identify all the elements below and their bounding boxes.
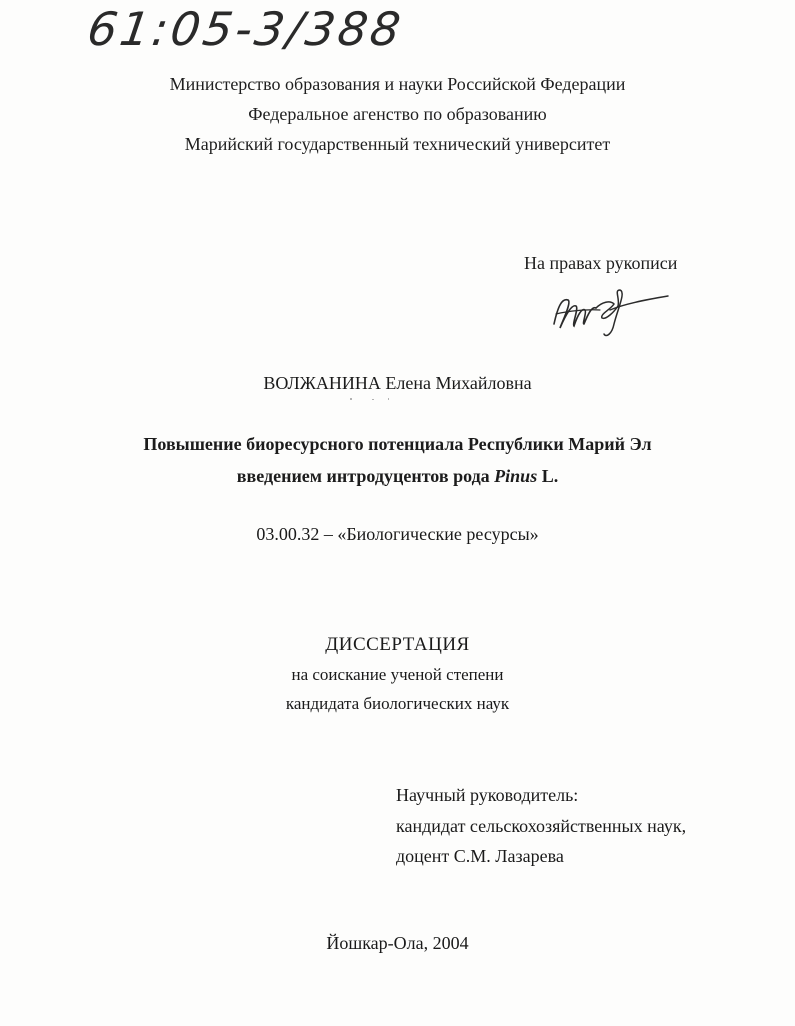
- agency-line: Федеральное агенство по образованию: [248, 104, 547, 124]
- advisor-heading: Научный руководитель:: [396, 785, 579, 805]
- university-line: Марийский государственный технический университет: [184, 134, 611, 154]
- city-year: Йошкар-Ола, 2004: [326, 933, 469, 953]
- dissertation-title-line-1: Повышение биоресурсного потенциала Республики Марий Эл: [143, 434, 652, 454]
- dissertation-label: ДИССЕРТАЦИЯ: [325, 634, 470, 655]
- title-genus: Pinus: [494, 466, 538, 486]
- title-suffix: L.: [541, 466, 559, 486]
- handwritten-catalog-number: 61:05-3/388: [84, 2, 407, 56]
- rights-note: На правах рукописи: [524, 253, 678, 273]
- advisor-title: кандидат сельскохозяйственных наук,: [396, 816, 687, 836]
- scan-speck: [388, 398, 389, 400]
- author-name: ВОЛЖАНИНА Елена Михайловна: [263, 373, 532, 393]
- author-signature: [548, 284, 673, 340]
- degree-purpose: на соискание ученой степени: [291, 665, 504, 684]
- scan-speck: [350, 398, 352, 400]
- advisor-name: доцент С.М. Лазарева: [396, 846, 564, 866]
- specialty-code: 03.00.32 – «Биологические ресурсы»: [256, 524, 539, 544]
- scan-speck: [372, 399, 374, 400]
- ministry-line: Министерство образования и науки Российской Федерации: [169, 74, 626, 94]
- degree-name: кандидата биологических наук: [285, 694, 510, 713]
- title-prefix: введением интродуцентов рода: [236, 466, 490, 486]
- dissertation-title-line-2: [0, 466, 795, 487]
